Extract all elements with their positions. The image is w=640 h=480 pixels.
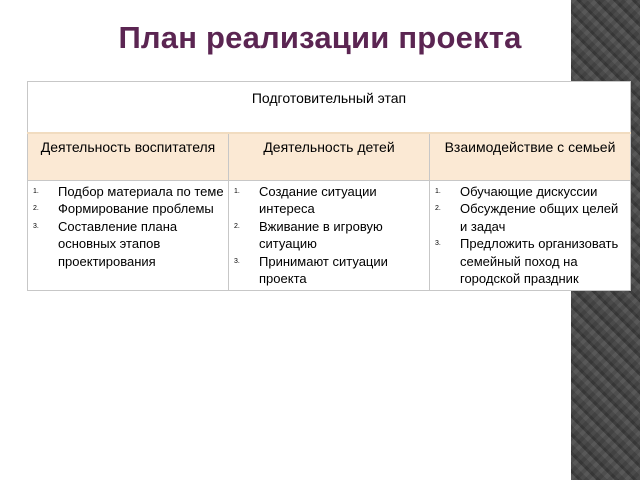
list-item-text: Создание ситуации интереса xyxy=(259,184,377,217)
column-header-family: Взаимодействие с семьей xyxy=(430,133,631,181)
list-number: 1. xyxy=(435,188,441,195)
list-item-text: Предложить организовать семейный поход на городской праздник xyxy=(460,236,619,287)
list-number: 3. xyxy=(234,257,240,265)
family-interaction-list xyxy=(430,183,626,287)
list-number: 3. xyxy=(33,222,39,230)
stage-cell: Подготовительный этап xyxy=(28,82,631,134)
list-item xyxy=(229,253,425,288)
list-number: 3. xyxy=(435,240,441,248)
table-row xyxy=(28,181,631,291)
plan-table xyxy=(27,81,631,291)
children-activities-list xyxy=(229,183,425,287)
column-header-children: Деятельность детей xyxy=(229,133,430,181)
list-item-text: Составление плана основных этапов проектирования xyxy=(58,218,178,269)
list-item-text: Обсуждение общих целей и задач xyxy=(460,201,619,234)
column-header-teacher: Деятельность воспитателя xyxy=(28,133,229,181)
list-item xyxy=(28,200,224,217)
list-number: 2. xyxy=(435,205,441,213)
list-number: 2. xyxy=(33,205,39,213)
list-item xyxy=(229,183,425,218)
list-item-text: Формирование проблемы xyxy=(58,201,214,217)
list-item xyxy=(430,235,626,287)
list-item-text: Вживание в игровую ситуацию xyxy=(259,218,383,252)
stage-row xyxy=(28,82,631,134)
list-item xyxy=(229,218,425,253)
list-item xyxy=(28,218,224,270)
list-number: 1. xyxy=(33,188,39,195)
list-item-text: Обучающие дискуссии xyxy=(460,184,598,199)
list-item xyxy=(430,183,626,200)
list-number: 1. xyxy=(234,188,240,195)
children-activities-cell xyxy=(229,181,430,291)
family-interaction-cell xyxy=(430,181,631,291)
list-number: 2. xyxy=(234,222,240,230)
teacher-activities-list xyxy=(28,183,224,270)
list-item xyxy=(28,183,224,200)
list-item xyxy=(430,200,626,235)
list-item-text: Подбор материала по теме xyxy=(58,184,224,199)
page-title: План реализации проекта xyxy=(118,20,522,55)
teacher-activities-cell xyxy=(28,181,229,291)
list-item-text: Принимают ситуации проекта xyxy=(259,253,388,287)
header-row xyxy=(28,133,631,181)
